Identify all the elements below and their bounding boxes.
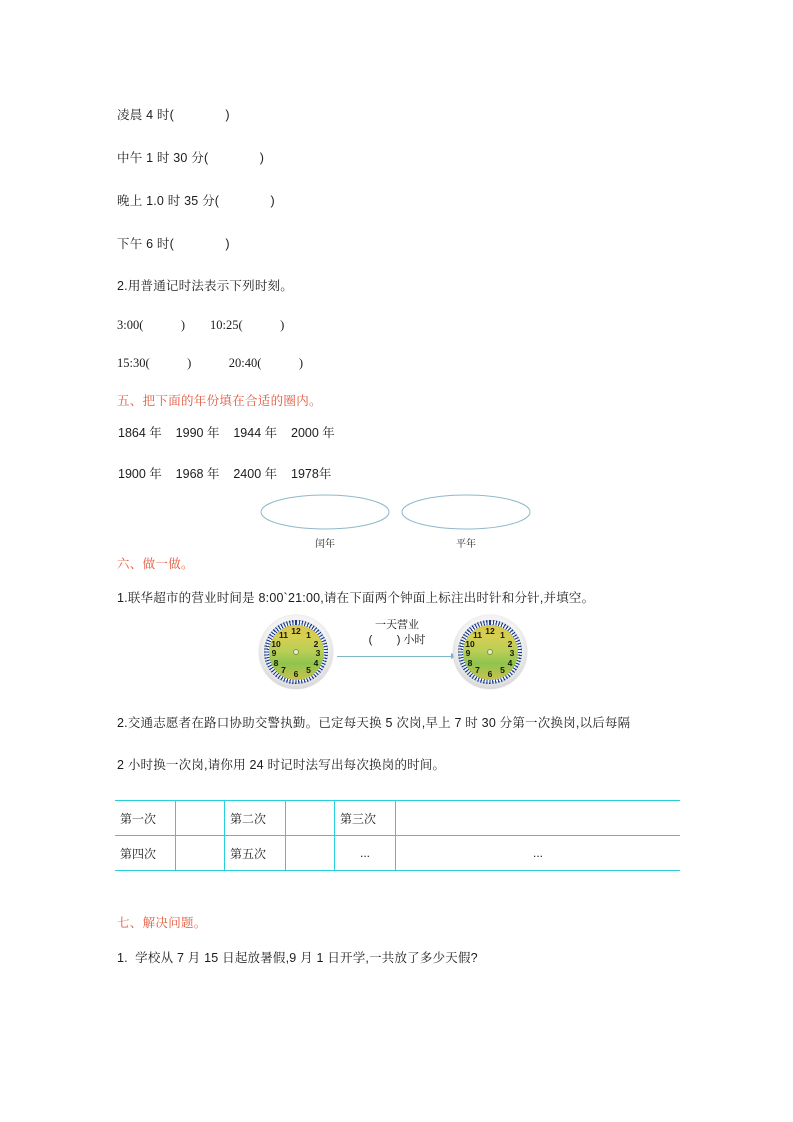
clock-numeral-3: 3 xyxy=(315,647,321,658)
table-cell-shift-3-label: 第三次 xyxy=(335,801,396,836)
clock-dial xyxy=(269,625,324,680)
arrow-label-line-1: 一天营业 xyxy=(375,619,419,631)
section-six-heading: 六、做一做。 xyxy=(117,557,194,571)
question-item-4: 下午 6 时( ) xyxy=(117,237,230,251)
question-2-row-2: 15:30( ) 20:40( ) xyxy=(117,356,304,370)
question-2-title: 2.用普通记时法表示下列时刻。 xyxy=(117,279,293,293)
table-cell-shift-1-label: 第一次 xyxy=(115,801,176,836)
clock-center-pin xyxy=(294,650,298,654)
table-row xyxy=(115,801,680,836)
table-cell-shift-more-value[interactable]: ... xyxy=(396,836,681,871)
table-cell-shift-more-label: ... xyxy=(335,836,396,871)
year-row-2: 1900 年 1968 年 2400 年 1978年 xyxy=(118,467,332,481)
clock-numeral-3: 3 xyxy=(509,647,515,658)
section-seven-question-1: 1. 学校从 7 月 15 日起放暑假,9 月 1 日开学,一共放了多少天假? xyxy=(117,951,478,965)
clock-numeral-8: 8 xyxy=(273,657,279,668)
clock-face-opening[interactable] xyxy=(259,615,333,689)
table-cell-shift-1-value[interactable] xyxy=(176,801,225,836)
clock-numeral-6: 6 xyxy=(487,668,493,679)
year-category-ellipses xyxy=(258,493,538,535)
table-cell-shift-3-value[interactable] xyxy=(396,801,681,836)
question-item-1: 凌晨 4 时( ) xyxy=(117,108,230,122)
shift-schedule-table xyxy=(115,800,680,871)
clock-numeral-10: 10 xyxy=(465,638,475,649)
clock-numeral-9: 9 xyxy=(271,647,277,658)
clock-numeral-7: 7 xyxy=(475,664,480,675)
year-row-1: 1864 年 1990 年 1944 年 2000 年 xyxy=(118,426,335,440)
arrow-label-line-2: ( ) 小时 xyxy=(368,634,426,646)
clock-numeral-12: 12 xyxy=(291,625,301,636)
table-cell-shift-2-value[interactable] xyxy=(286,801,335,836)
question-item-3: 晚上 1.0 时 35 分( ) xyxy=(117,194,275,208)
clock-numeral-2: 2 xyxy=(507,638,513,649)
table-cell-shift-5-value[interactable] xyxy=(286,836,335,871)
clock-numeral-6: 6 xyxy=(293,668,299,679)
clock-numeral-4: 4 xyxy=(507,657,513,668)
clock-numeral-5: 5 xyxy=(306,664,311,675)
clock-face-closing[interactable] xyxy=(453,615,527,689)
clock-numeral-2: 2 xyxy=(313,638,319,649)
ellipse-label-leap-year: 闰年 xyxy=(315,539,335,550)
ellipse-label-common-year: 平年 xyxy=(456,539,476,550)
table-cell-shift-2-label: 第二次 xyxy=(225,801,286,836)
section-six-question-2-line-1: 2.交通志愿者在路口协助交警执勤。已定每天换 5 次岗,早上 7 时 30 分第一次换岗,以后每隔 xyxy=(117,716,631,730)
question-item-2: 中午 1 时 30 分( ) xyxy=(117,151,265,165)
section-five-heading: 五、把下面的年份填在合适的圈内。 xyxy=(117,394,322,408)
section-seven-heading: 七、解决问题。 xyxy=(117,916,207,930)
section-six-question-1: 1.联华超市的营业时间是 8:00`21:00,请在下面两个钟面上标注出时针和分针,并填空。 xyxy=(117,591,595,605)
clock-numeral-7: 7 xyxy=(281,664,286,675)
clock-numeral-9: 9 xyxy=(465,647,471,658)
clock-numeral-5: 5 xyxy=(500,664,505,675)
table-row xyxy=(115,836,680,871)
question-2-row-1: 3:00( ) 10:25( ) xyxy=(117,318,285,332)
clock-dial xyxy=(463,625,518,680)
ellipse-common-year[interactable] xyxy=(402,495,530,529)
clock-numeral-11: 11 xyxy=(279,629,288,640)
clock-numeral-1: 1 xyxy=(500,629,505,640)
clock-numeral-11: 11 xyxy=(473,629,482,640)
ellipse-leap-year[interactable] xyxy=(261,495,389,529)
arrow-shaft xyxy=(337,656,452,657)
clock-diagram xyxy=(255,612,545,694)
clock-numeral-12: 12 xyxy=(485,625,495,636)
clock-numeral-8: 8 xyxy=(467,657,473,668)
table-cell-shift-4-label: 第四次 xyxy=(115,836,176,871)
table-cell-shift-5-label: 第五次 xyxy=(225,836,286,871)
section-six-question-2-line-2: 2 小时换一次岗,请你用 24 时记时法写出每次换岗的时间。 xyxy=(117,758,446,772)
shift-schedule-table-wrap xyxy=(115,800,680,871)
table-cell-shift-4-value[interactable] xyxy=(176,836,225,871)
clock-numeral-4: 4 xyxy=(313,657,319,668)
clock-numeral-1: 1 xyxy=(306,629,311,640)
clock-numeral-10: 10 xyxy=(271,638,281,649)
clock-center-pin xyxy=(488,650,492,654)
